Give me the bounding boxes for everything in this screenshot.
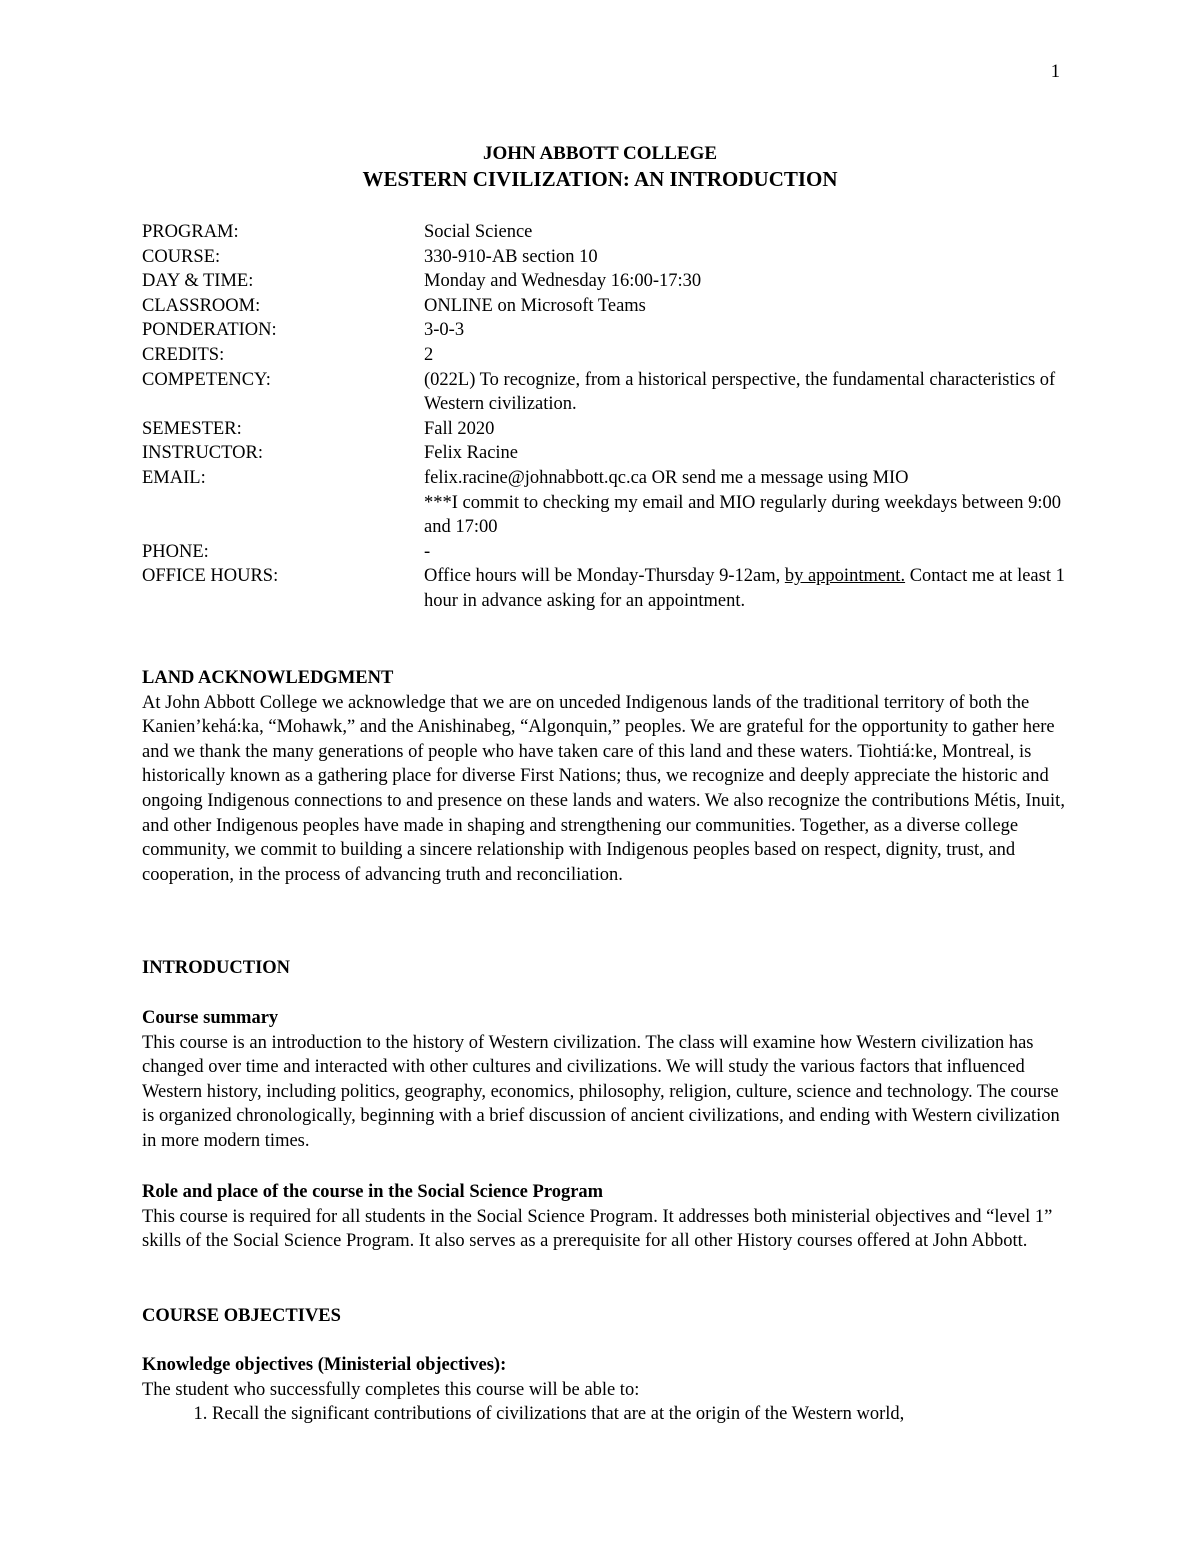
info-row-course bbox=[142, 245, 1072, 270]
info-label: EMAIL: bbox=[142, 467, 206, 488]
info-value: Felix Racine bbox=[424, 443, 519, 464]
info-value: (022L) To recognize, from a historical perspective, the fundamental characteristics of Western civilization. bbox=[424, 369, 1056, 415]
section-heading: INTRODUCTION bbox=[142, 958, 291, 978]
course-role-text: This course is required for all students in the Social Science Program. It addresses both ministerial objectives and “level 1” skills of the Social Science Program. It also serves as a prerequisite for all other History courses offered at John Abbott. bbox=[142, 1206, 1053, 1252]
subsection-heading: Knowledge objectives (Ministerial objectives): bbox=[142, 1355, 507, 1375]
knowledge-objectives-section bbox=[142, 1353, 1067, 1427]
objectives-list bbox=[142, 1402, 1067, 1427]
info-value bbox=[424, 564, 1072, 613]
info-label: COURSE: bbox=[142, 246, 221, 267]
page-number: 1 bbox=[1050, 62, 1060, 82]
info-value: Social Science bbox=[424, 222, 533, 242]
subsection-heading: Role and place of the course in the Social Science Program bbox=[142, 1182, 604, 1202]
email-address: felix.racine@johnabbott.qc.ca OR send me a message using MIO bbox=[424, 467, 909, 488]
info-value: 2 bbox=[424, 344, 434, 365]
info-label: INSTRUCTOR: bbox=[142, 443, 263, 464]
info-label: COMPETENCY: bbox=[142, 369, 271, 390]
land-acknowledgment-text: At John Abbott College we acknowledge that we are on unceded Indigenous lands of the traditional territory of both the Kanien’kehá:ka, “Mohawk,” and the Anishinabeg, “Algonquin,” peoples. We are grateful for the opportunity to gather here and we thank the many generations of people who have taken care of this land and these waters. Tiohtiá:ke, Montreal, is historically known as a gathering place for diverse First Nations; thus, we recognize and deeply appreciate the historic and ongoing Indigenous connections to and presence on these lands and waters. We also recognize the contributions Métis, Inuit, and other Indigenous peoples have made in shaping and strengthening our communities. Together, as a diverse college community, we commit to building a sincere relationship with Indigenous peoples based on respect, dignity, trust, and cooperation, in the process of advancing truth and reconciliation. bbox=[142, 692, 1065, 885]
course-summary-section bbox=[142, 1006, 1067, 1154]
college-name: JOHN ABBOTT COLLEGE bbox=[482, 143, 718, 164]
info-label: OFFICE HOURS: bbox=[142, 566, 279, 587]
land-acknowledgment-section bbox=[142, 666, 1067, 887]
by-appointment-text: by appointment. bbox=[784, 566, 906, 587]
course-role-section bbox=[142, 1180, 1067, 1254]
introduction-section bbox=[142, 956, 1067, 981]
info-row-instructor bbox=[142, 441, 1072, 466]
course-summary-text: This course is an introduction to the history of Western civilization. The class will examine how Western civilization has changed over time and interacted with other cultures and civilizations. We will study the various factors that influenced Western history, including politics, geography, economics, philosophy, religion, culture, science and technology. The course is organized chronologically, beginning with a brief discussion of ancient civilizations, and ending with Western civilization in more modern times. bbox=[142, 1032, 1060, 1151]
info-row-program bbox=[142, 220, 1072, 245]
email-note: ***I commit to checking my email and MIO regularly during weekdays between 9:00 and 17:00 bbox=[424, 492, 1062, 538]
course-objectives-section bbox=[142, 1304, 1067, 1329]
info-label: CREDITS: bbox=[142, 344, 225, 365]
info-value: - bbox=[424, 541, 431, 562]
course-info-table bbox=[142, 220, 1072, 614]
info-row-office-hours bbox=[142, 564, 1072, 613]
list-item: 1. Recall the significant contributions of civilizations that are at the origin of the Western world, bbox=[212, 1402, 1067, 1427]
info-label: PONDERATION: bbox=[142, 320, 277, 341]
section-heading: LAND ACKNOWLEDGMENT bbox=[142, 668, 394, 688]
info-value: Monday and Wednesday 16:00-17:30 bbox=[424, 271, 702, 292]
info-value: 330-910-AB section 10 bbox=[424, 246, 598, 267]
info-label: DAY & TIME: bbox=[142, 271, 254, 292]
office-hours-contact-text: Contact me at least 1 hour in advance asking for an appointment. bbox=[424, 566, 1065, 611]
info-row-credits bbox=[142, 343, 1072, 368]
info-label: CLASSROOM: bbox=[142, 295, 261, 316]
office-hours-text: Office hours will be Monday-Thursday 9-12am, bbox=[424, 566, 785, 587]
info-value bbox=[424, 466, 1072, 540]
info-row-ponderation bbox=[142, 318, 1072, 343]
info-row-semester bbox=[142, 417, 1072, 442]
info-row-classroom bbox=[142, 294, 1072, 319]
info-label: PROGRAM: bbox=[142, 222, 239, 242]
info-label: SEMESTER: bbox=[142, 418, 242, 439]
info-row-competency bbox=[142, 368, 1072, 417]
info-row-email bbox=[142, 466, 1072, 540]
info-value: 3-0-3 bbox=[424, 320, 465, 341]
info-row-day-time bbox=[142, 269, 1072, 294]
section-heading: COURSE OBJECTIVES bbox=[142, 1306, 341, 1326]
objectives-intro-text: The student who successfully completes this course will be able to: bbox=[142, 1379, 640, 1400]
course-title: WESTERN CIVILIZATION: AN INTRODUCTION bbox=[362, 167, 838, 191]
info-value: ONLINE on Microsoft Teams bbox=[424, 295, 646, 316]
title-block bbox=[0, 142, 1200, 192]
subsection-heading: Course summary bbox=[142, 1008, 279, 1028]
info-label: PHONE: bbox=[142, 541, 209, 562]
info-value: Fall 2020 bbox=[424, 418, 495, 439]
info-row-phone bbox=[142, 540, 1072, 565]
